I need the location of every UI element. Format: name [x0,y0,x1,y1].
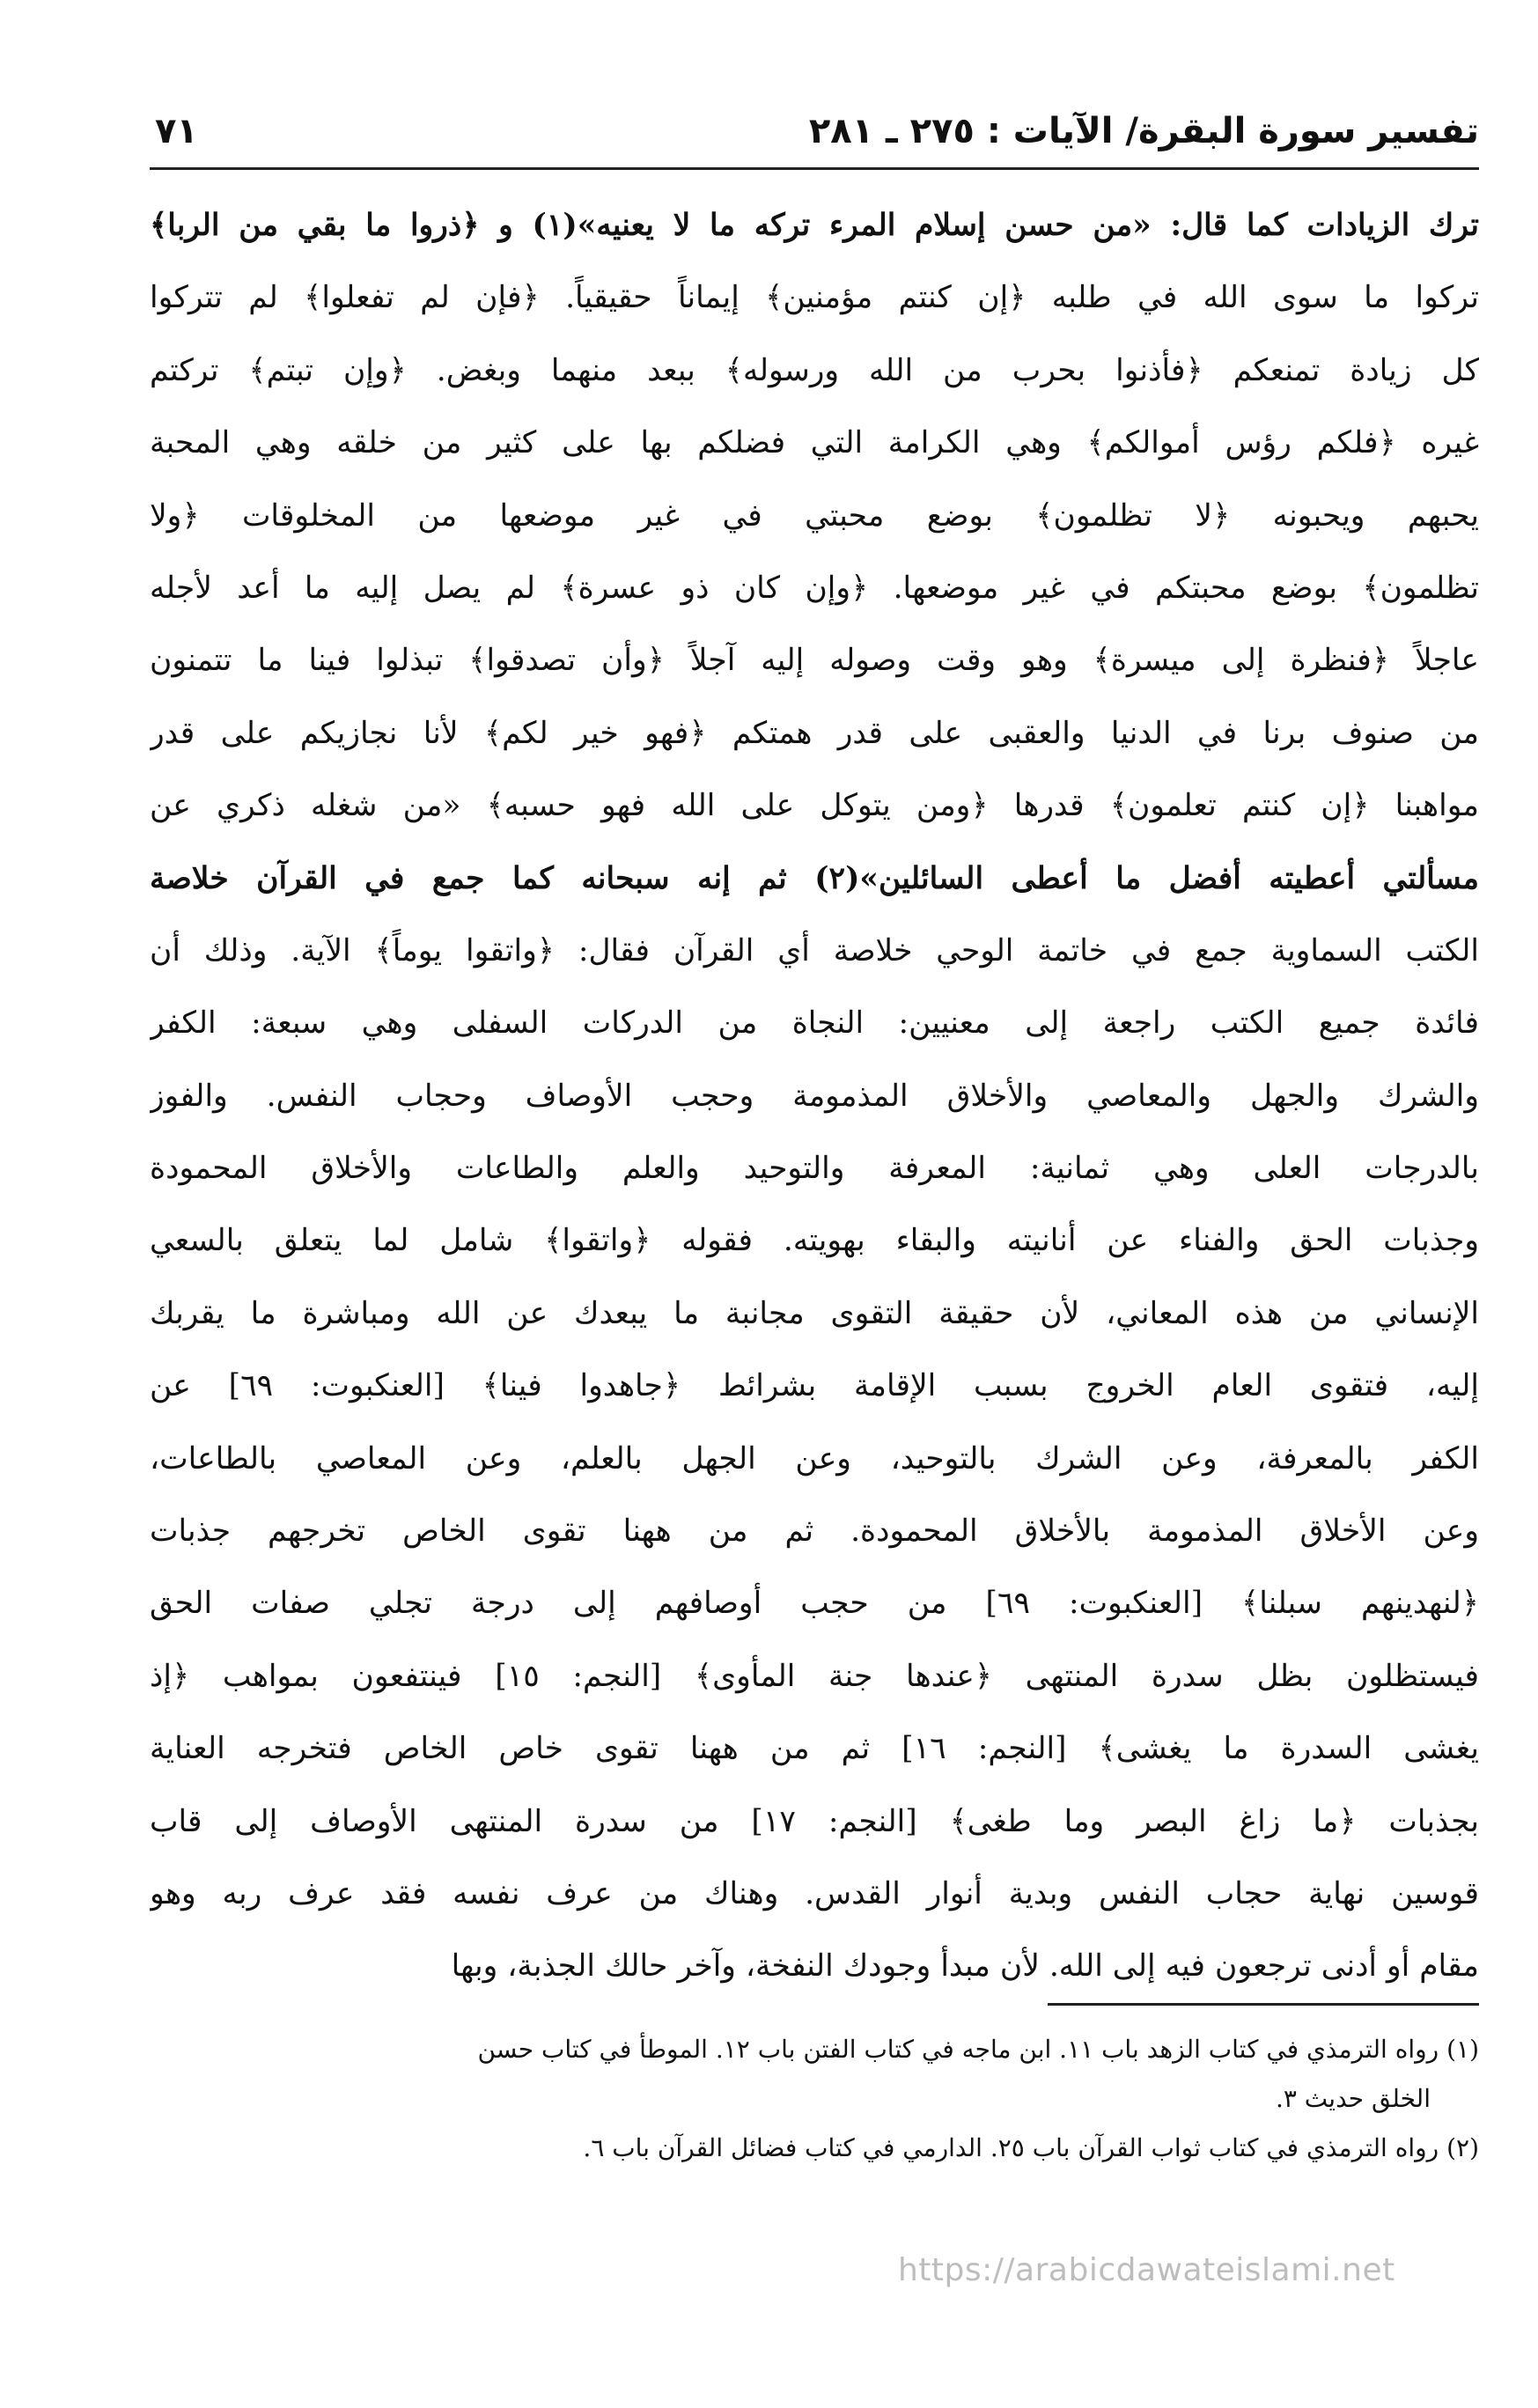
text-line: تركوا ما سوى الله في طلبه ﴿إن كنتم مؤمنين﴾ إيماناً حقيقياً. ﴿فإن لم تفعلوا﴾ لم تتركوا [150,280,1479,316]
text-line: الكفر بالمعرفة، وعن الشرك بالتوحيد، وعن الجهل بالعلم، وعن المعاصي بالطاعات، [150,1440,1479,1476]
text-line: مقام أو أدنى ترجعون فيه إلى الله. لأن مبدأ وجودك النفخة، وآخر حالك الجذبة، وبها [451,1948,1479,1985]
text-line: ترك الزيادات كما قال: «من حسن إسلام المرء تركه ما لا يعنيه»(١) و ﴿ذروا ما بقي من الربا﴾ [150,208,1479,243]
text-line: فائدة جميع الكتب راجعة إلى معنيين: النجاة من الدركات السفلى وهي سبعة: الكفر [150,1005,1479,1042]
text-line: إليه، فتقوى العام الخروج بسبب الإقامة بشرائط ﴿جاهدوا فينا﴾ [العنكبوت: ٦٩] عن [150,1368,1479,1404]
text-line: وجذبات الحق والفناء عن أنانيته والبقاء بهويته. فقوله ﴿واتقوا﴾ شامل لما يتعلق بالسعي [150,1223,1479,1259]
running-title: تفسير سورة البقرة/ الآيات : ٢٧٥ ـ ٢٨١ [808,111,1479,151]
text-line: يغشى السدرة ما يغشى﴾ [النجم: ١٦] ثم من ههنا تقوى خاص الخاص فتخرجه العناية [150,1731,1479,1767]
text-line: غيره ﴿فلكم رؤس أموالكم﴾ وهي الكرامة التي فضلكم بها على كثير من خلقه وهي المحبة [150,425,1479,461]
page-number: ٧١ [155,111,198,151]
text-line: بالدرجات العلى وهي ثمانية: المعرفة والتوحيد والعلم والطاعات والأخلاق المحمودة [150,1151,1479,1187]
text-line: يحبهم ويحبونه ﴿لا تظلمون﴾ بوضع محبتي في غير موضعها من المخلوقات ﴿ولا [150,497,1479,534]
text-line: الكتب السماوية جمع في خاتمة الوحي خلاصة أي القرآن فقال: ﴿واتقوا يوماً﴾ الآية. وذلك أن [150,932,1479,968]
footnote-line: (٢) رواه الترمذي في كتاب ثواب القرآن باب ٢٥. الدارمي في كتاب فضائل القرآن باب ٦. [583,2133,1479,2162]
text-line: عاجلاً ﴿فنظرة إلى ميسرة﴾ وهو وقت وصوله إليه آجلاً ﴿وأن تصدقوا﴾ تبذلوا فينا ما تتمنون [150,643,1479,679]
text-line: كل زيادة تمنعكم ﴿فأذنوا بحرب من الله ورسوله﴾ ببعد منهما وبغض. ﴿وإن تبتم﴾ تركتم [150,352,1479,388]
main-text [150,189,1479,2003]
text-line: من صنوف برنا في الدنيا والعقبى على قدر همتكم ﴿فهو خير لكم﴾ لأنا نجازيكم على قدر [150,715,1479,751]
text-line: ﴿لنهدينهم سبلنا﴾ [العنكبوت: ٦٩] من حجب أوصافهم إلى درجة تجلي صفات الحق [150,1586,1479,1622]
text-line: مواهبنا ﴿إن كنتم تعلمون﴾ قدرها ﴿ومن يتوكل على الله فهو حسبه﴾ «من شغله ذكري عن [150,788,1479,824]
text-line: مسألتي أعطيته أفضل ما أعطى السائلين»(٢) ثم إنه سبحانه كما جمع في القرآن خلاصة [150,860,1479,896]
text-line: تظلمون﴾ بوضع محبتكم في غير موضعها. ﴿وإن كان ذو عسرة﴾ لم يصل إليه ما أعد لأجله [150,570,1479,606]
footnote-separator [1048,2003,1479,2006]
footnote-line: (١) رواه الترمذي في كتاب الزهد باب ١١. ابن ماجه في كتاب الفتن باب ١٢. الموطأ في كتاب حسن [477,2035,1479,2064]
text-line: فيستظلون بظل سدرة المنتهى ﴿عندها جنة المأوى﴾ [النجم: ١٥] فينتفعون بمواهب ﴿إذ [150,1658,1479,1694]
text-line: وعن الأخلاق المذمومة بالأخلاق المحمودة. ثم من ههنا تقوى الخاص تخرجهم جذبات [150,1513,1479,1550]
text-line: قوسين نهاية حجاب النفس وبدية أنوار القدس. وهناك من عرف نفسه فقد عرف ربه وهو [150,1875,1479,1911]
text-line: بجذبات ﴿ما زاغ البصر وما طغى﴾ [النجم: ١٧] من سدرة المنتهى الأوصاف إلى قاب [150,1803,1479,1839]
page-header [150,104,1479,170]
footnotes [150,2025,1479,2173]
footnote-line: الخلق حديث ٣. [1275,2084,1431,2113]
text-line: الإنساني من هذه المعاني، لأن حقيقة التقوى مجانبة ما يبعدك عن الله ومباشرة ما يقربك [150,1295,1479,1331]
text-line: والشرك والجهل والمعاصي والأخلاق المذمومة وحجب الأوصاف وحجاب النفس. والفوز [150,1078,1479,1114]
watermark-url: https://arabicdawateislami.net [898,2252,1395,2288]
